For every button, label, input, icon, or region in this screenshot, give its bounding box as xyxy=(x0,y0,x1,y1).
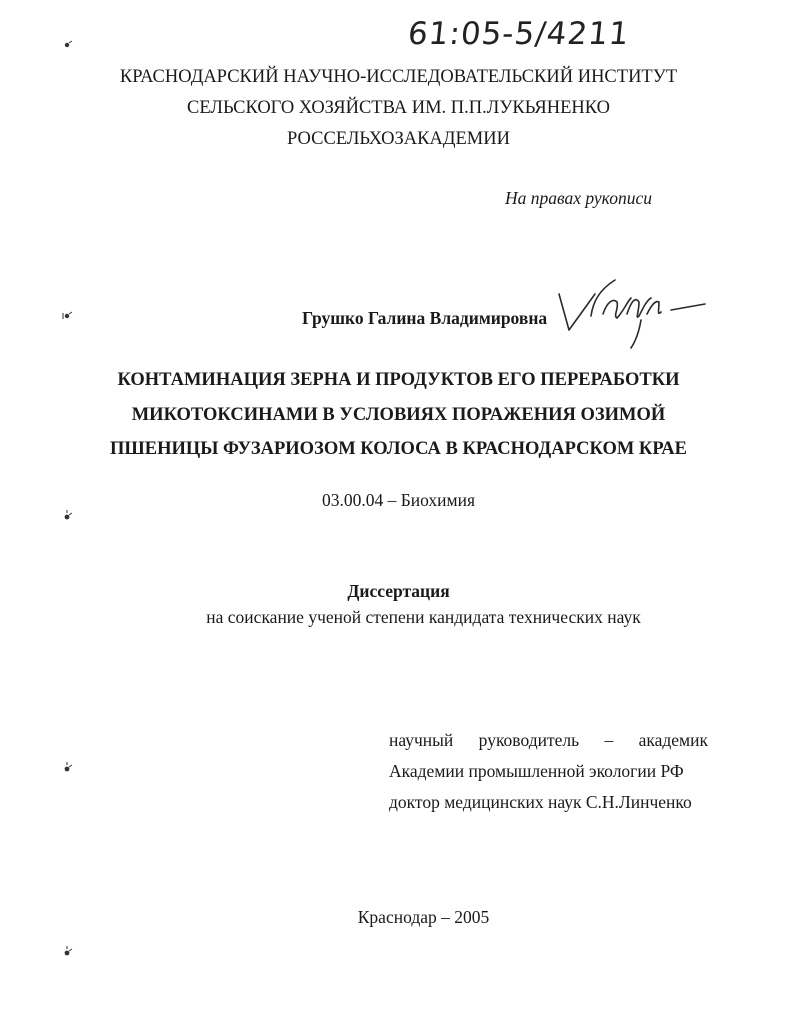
title-line-2: МИКОТОКСИНАМИ В УСЛОВИЯХ ПОРАЖЕНИЯ ОЗИМОЙ xyxy=(131,404,666,425)
institute-line-1: КРАСНОДАРСКИЙ НАУЧНО-ИССЛЕДОВАТЕЛЬСКИЙ ИНСТИТУТ xyxy=(119,67,678,87)
document-type: Диссертация xyxy=(347,581,450,601)
dissertation-title xyxy=(0,363,797,467)
institute-line-2: СЕЛЬСКОГО ХОЗЯЙСТВА ИМ. П.П.ЛУКЬЯНЕНКО xyxy=(187,98,610,118)
institute-header xyxy=(0,62,797,155)
punch-mark xyxy=(60,946,74,960)
institute-line-3: РОССЕЛЬХОЗАКАДЕМИИ xyxy=(287,129,510,149)
supervisor-line-2: Академии промышленной экологии РФ xyxy=(389,761,684,781)
supervisor-line-3: доктор медицинских наук С.Н.Линченко xyxy=(389,792,692,812)
author-name: Грушко Галина Владимировна xyxy=(302,308,548,328)
punch-mark xyxy=(60,38,74,52)
specialty-code: 03.00.04 – Биохимия xyxy=(321,490,476,510)
title-line-3: ПШЕНИЦЫ ФУЗАРИОЗОМ КОЛОСА В КРАСНОДАРСКОМ КРАЕ xyxy=(110,439,687,459)
punch-mark xyxy=(60,762,74,776)
handwritten-archive-number: 61:05-5/4211 xyxy=(406,16,632,52)
punch-mark xyxy=(60,510,74,524)
punch-mark xyxy=(60,309,74,323)
manuscript-rights-note: На правах рукописи xyxy=(505,188,652,208)
supervisor-line-1: научный руководитель – академик xyxy=(389,730,708,750)
author-signature xyxy=(555,272,715,352)
title-line-1: КОНТАМИНАЦИЯ ЗЕРНА И ПРОДУКТОВ ЕГО ПЕРЕРАБОТКИ xyxy=(117,370,680,390)
degree-statement: на соискание ученой степени кандидата технических наук xyxy=(206,607,641,627)
supervisor-block xyxy=(389,725,708,818)
city-year: Краснодар – 2005 xyxy=(357,907,490,927)
